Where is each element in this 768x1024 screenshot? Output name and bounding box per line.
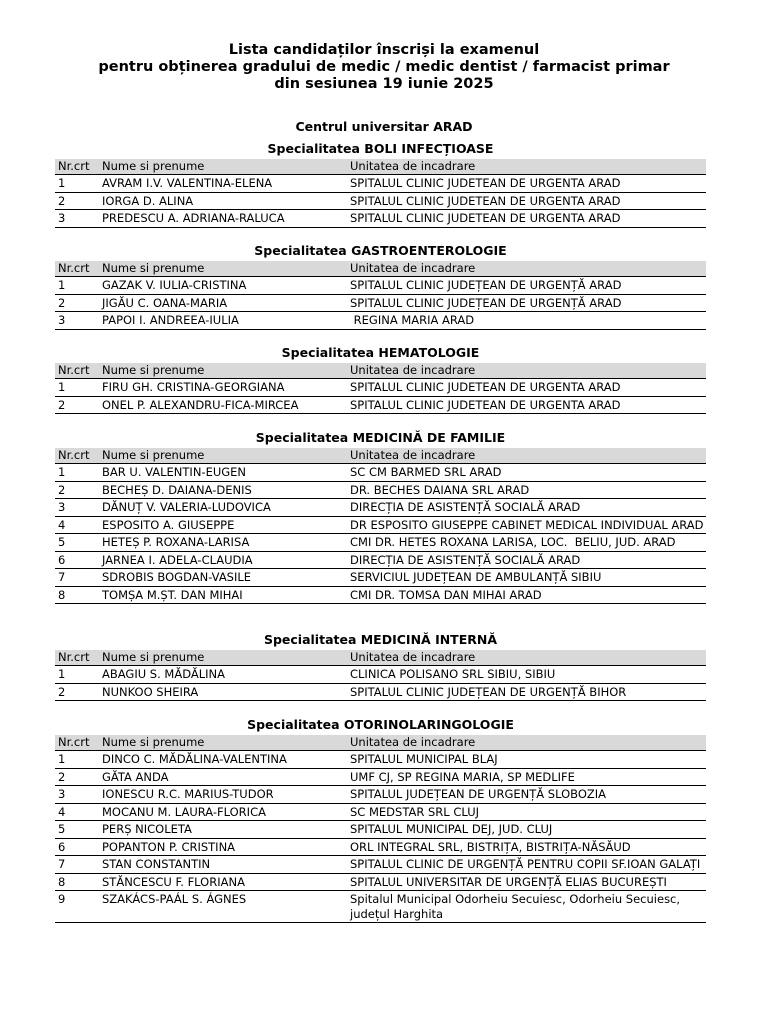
cell-nr: 7 bbox=[55, 569, 99, 587]
cell-unit: DIRECȚIA DE ASISTENȚĂ SOCIALĂ ARAD bbox=[347, 551, 706, 569]
candidates-table bbox=[55, 650, 706, 701]
cell-nr: 2 bbox=[55, 768, 99, 786]
column-header-name: Nume si prenume bbox=[99, 159, 347, 175]
column-header-name: Nume si prenume bbox=[99, 650, 347, 666]
table-row bbox=[55, 464, 706, 482]
cell-unit: SPITALUL CLINIC JUDETEAN DE URGENTA ARAD bbox=[347, 396, 706, 414]
table-row bbox=[55, 873, 706, 891]
specialty-heading: Specialitatea GASTROENTEROLOGIE bbox=[254, 243, 507, 258]
table-header-row bbox=[55, 261, 706, 277]
cell-nr: 1 bbox=[55, 277, 99, 295]
cell-nr: 8 bbox=[55, 873, 99, 891]
specialty-section bbox=[55, 344, 706, 414]
candidates-table bbox=[55, 261, 706, 330]
specialty-section bbox=[55, 242, 706, 330]
cell-name: DĂNUȚ V. VALERIA-LUDOVICA bbox=[99, 499, 347, 517]
table-row bbox=[55, 192, 706, 210]
cell-unit: SPITALUL CLINIC JUDETEAN DE URGENTA ARAD bbox=[347, 175, 706, 193]
column-header-unit: Unitatea de incadrare bbox=[347, 650, 706, 666]
cell-unit: SPITALUL MUNICIPAL DEJ, JUD. CLUJ bbox=[347, 821, 706, 839]
cell-unit: DR. BECHES DAIANA SRL ARAD bbox=[347, 481, 706, 499]
table-header-row bbox=[55, 448, 706, 464]
cell-nr: 4 bbox=[55, 803, 99, 821]
table-row bbox=[55, 569, 706, 587]
cell-nr: 2 bbox=[55, 192, 99, 210]
cell-name: MOCANU M. LAURA-FLORICA bbox=[99, 803, 347, 821]
cell-unit: SC CM BARMED SRL ARAD bbox=[347, 464, 706, 482]
cell-nr: 1 bbox=[55, 379, 99, 397]
cell-nr: 3 bbox=[55, 786, 99, 804]
cell-name: GAZAK V. IULIA-CRISTINA bbox=[99, 277, 347, 295]
table-row bbox=[55, 666, 706, 684]
column-header-nr: Nr.crt bbox=[55, 735, 99, 751]
cell-name: PREDESCU A. ADRIANA-RALUCA bbox=[99, 210, 347, 228]
table-row bbox=[55, 803, 706, 821]
cell-name: HETEȘ P. ROXANA-LARISA bbox=[99, 534, 347, 552]
table-row bbox=[55, 856, 706, 874]
cell-unit: UMF CJ, SP REGINA MARIA, SP MEDLIFE bbox=[347, 768, 706, 786]
table-row bbox=[55, 175, 706, 193]
cell-nr: 3 bbox=[55, 499, 99, 517]
cell-name: SZAKÁCS-PAÁL S. ÁGNES bbox=[99, 891, 347, 923]
cell-nr: 3 bbox=[55, 312, 99, 330]
table-row bbox=[55, 534, 706, 552]
cell-nr: 2 bbox=[55, 396, 99, 414]
table-row bbox=[55, 277, 706, 295]
column-header-unit: Unitatea de incadrare bbox=[347, 261, 706, 277]
cell-nr: 8 bbox=[55, 586, 99, 604]
specialty-heading: Specialitatea BOLI INFECȚIOASE bbox=[267, 141, 494, 156]
cell-name: JIGĂU C. OANA-MARIA bbox=[99, 294, 347, 312]
table-row bbox=[55, 294, 706, 312]
table-row bbox=[55, 683, 706, 701]
cell-name: IONESCU R.C. MARIUS-TUDOR bbox=[99, 786, 347, 804]
title-line-2: pentru obținerea gradului de medic / medic dentist / farmacist primar bbox=[98, 59, 670, 75]
table-row bbox=[55, 821, 706, 839]
table-row bbox=[55, 768, 706, 786]
cell-nr: 2 bbox=[55, 294, 99, 312]
specialty-heading: Specialitatea OTORINOLARINGOLOGIE bbox=[247, 717, 514, 732]
specialty-section bbox=[55, 716, 706, 923]
cell-unit: SPITALUL MUNICIPAL BLAJ bbox=[347, 751, 706, 769]
column-header-name: Nume si prenume bbox=[99, 735, 347, 751]
candidates-table bbox=[55, 448, 706, 604]
cell-name: DINCO C. MĂDĂLINA-VALENTINA bbox=[99, 751, 347, 769]
cell-unit: SPITALUL CLINIC DE URGENȚĂ PENTRU COPII SF.IOAN GALAȚI bbox=[347, 856, 706, 874]
table-row bbox=[55, 551, 706, 569]
table-row bbox=[55, 786, 706, 804]
column-header-name: Nume si prenume bbox=[99, 261, 347, 277]
cell-name: FIRU GH. CRISTINA-GEORGIANA bbox=[99, 379, 347, 397]
table-row bbox=[55, 499, 706, 517]
table-row bbox=[55, 481, 706, 499]
cell-unit: REGINA MARIA ARAD bbox=[347, 312, 706, 330]
specialty-heading: Specialitatea MEDICINĂ DE FAMILIE bbox=[255, 430, 506, 445]
column-header-unit: Unitatea de incadrare bbox=[347, 448, 706, 464]
cell-nr: 2 bbox=[55, 683, 99, 701]
table-row bbox=[55, 586, 706, 604]
cell-name: AVRAM I.V. VALENTINA-ELENA bbox=[99, 175, 347, 193]
candidates-table bbox=[55, 735, 706, 923]
cell-nr: 4 bbox=[55, 516, 99, 534]
column-header-unit: Unitatea de incadrare bbox=[347, 363, 706, 379]
column-header-name: Nume si prenume bbox=[99, 448, 347, 464]
cell-name: STĂNCESCU F. FLORIANA bbox=[99, 873, 347, 891]
cell-name: IORGA D. ALINA bbox=[99, 192, 347, 210]
cell-unit: SPITALUL CLINIC JUDETEAN DE URGENTA ARAD bbox=[347, 192, 706, 210]
column-header-unit: Unitatea de incadrare bbox=[347, 735, 706, 751]
cell-unit: SPITALUL JUDEȚEAN DE URGENȚĂ SLOBOZIA bbox=[347, 786, 706, 804]
cell-nr: 6 bbox=[55, 838, 99, 856]
document-title bbox=[0, 42, 768, 93]
cell-name: STAN CONSTANTIN bbox=[99, 856, 347, 874]
university-center: Centrul universitar ARAD bbox=[295, 119, 473, 134]
cell-unit: SPITALUL CLINIC JUDEȚEAN DE URGENȚĂ ARAD bbox=[347, 277, 706, 295]
column-header-nr: Nr.crt bbox=[55, 159, 99, 175]
cell-unit: Spitalul Municipal Odorheiu Secuiesc, Odorheiu Secuiesc, județul Harghita bbox=[347, 891, 706, 923]
table-row bbox=[55, 312, 706, 330]
cell-nr: 3 bbox=[55, 210, 99, 228]
table-row bbox=[55, 751, 706, 769]
cell-nr: 1 bbox=[55, 464, 99, 482]
cell-name: NUNKOO SHEIRA bbox=[99, 683, 347, 701]
table-header-row bbox=[55, 650, 706, 666]
cell-name: ONEL P. ALEXANDRU-FICA-MIRCEA bbox=[99, 396, 347, 414]
specialty-section bbox=[55, 140, 706, 228]
cell-unit: SPITALUL UNIVERSITAR DE URGENȚĂ ELIAS BUCUREȘTI bbox=[347, 873, 706, 891]
specialty-section bbox=[55, 429, 706, 604]
cell-name: JARNEA I. ADELA-CLAUDIA bbox=[99, 551, 347, 569]
cell-name: ABAGIU S. MĂDĂLINA bbox=[99, 666, 347, 684]
cell-name: GĂTA ANDA bbox=[99, 768, 347, 786]
table-row bbox=[55, 210, 706, 228]
cell-name: POPANTON P. CRISTINA bbox=[99, 838, 347, 856]
title-line-3: din sesiunea 19 iunie 2025 bbox=[274, 76, 494, 92]
cell-nr: 5 bbox=[55, 534, 99, 552]
table-row bbox=[55, 838, 706, 856]
cell-nr: 5 bbox=[55, 821, 99, 839]
cell-nr: 9 bbox=[55, 891, 99, 923]
table-row bbox=[55, 516, 706, 534]
cell-unit: CMI DR. TOMSA DAN MIHAI ARAD bbox=[347, 586, 706, 604]
cell-name: PAPOI I. ANDREEA-IULIA bbox=[99, 312, 347, 330]
cell-unit: CMI DR. HETES ROXANA LARISA, LOC. BELIU, JUD. ARAD bbox=[347, 534, 706, 552]
cell-nr: 6 bbox=[55, 551, 99, 569]
cell-name: BECHEȘ D. DAIANA-DENIS bbox=[99, 481, 347, 499]
title-line-1: Lista candidaților înscriși la examenul bbox=[228, 42, 540, 58]
table-header-row bbox=[55, 159, 706, 175]
specialty-heading: Specialitatea HEMATOLOGIE bbox=[281, 345, 480, 360]
cell-name: BAR U. VALENTIN-EUGEN bbox=[99, 464, 347, 482]
cell-unit: CLINICA POLISANO SRL SIBIU, SIBIU bbox=[347, 666, 706, 684]
table-row bbox=[55, 396, 706, 414]
candidates-table bbox=[55, 159, 706, 228]
table-row bbox=[55, 379, 706, 397]
cell-name: TOMȘA M.ȘT. DAN MIHAI bbox=[99, 586, 347, 604]
cell-unit: ORL INTEGRAL SRL, BISTRIȚA, BISTRIȚA-NĂSĂUD bbox=[347, 838, 706, 856]
specialty-heading: Specialitatea MEDICINĂ INTERNĂ bbox=[263, 632, 498, 647]
cell-unit: SPITALUL CLINIC JUDEȚEAN DE URGENȚĂ BIHOR bbox=[347, 683, 706, 701]
candidates-table bbox=[55, 363, 706, 414]
cell-unit: SC MEDSTAR SRL CLUJ bbox=[347, 803, 706, 821]
cell-nr: 1 bbox=[55, 175, 99, 193]
cell-unit: SPITALUL CLINIC JUDEȚEAN DE URGENȚĂ ARAD bbox=[347, 294, 706, 312]
table-row bbox=[55, 891, 706, 923]
column-header-unit: Unitatea de incadrare bbox=[347, 159, 706, 175]
cell-unit: DR ESPOSITO GIUSEPPE CABINET MEDICAL INDIVIDUAL ARAD bbox=[347, 516, 706, 534]
specialty-section bbox=[55, 631, 706, 701]
cell-unit: DIRECȚIA DE ASISTENȚĂ SOCIALĂ ARAD bbox=[347, 499, 706, 517]
cell-nr: 2 bbox=[55, 481, 99, 499]
cell-name: PERȘ NICOLETA bbox=[99, 821, 347, 839]
table-header-row bbox=[55, 363, 706, 379]
column-header-nr: Nr.crt bbox=[55, 261, 99, 277]
table-header-row bbox=[55, 735, 706, 751]
cell-unit: SPITALUL CLINIC JUDETEAN DE URGENTA ARAD bbox=[347, 210, 706, 228]
column-header-nr: Nr.crt bbox=[55, 363, 99, 379]
cell-nr: 1 bbox=[55, 666, 99, 684]
column-header-name: Nume si prenume bbox=[99, 363, 347, 379]
column-header-nr: Nr.crt bbox=[55, 448, 99, 464]
cell-unit: SERVICIUL JUDEȚEAN DE AMBULANȚĂ SIBIU bbox=[347, 569, 706, 587]
cell-unit: SPITALUL CLINIC JUDETEAN DE URGENTA ARAD bbox=[347, 379, 706, 397]
cell-name: ESPOSITO A. GIUSEPPE bbox=[99, 516, 347, 534]
cell-nr: 7 bbox=[55, 856, 99, 874]
column-header-nr: Nr.crt bbox=[55, 650, 99, 666]
cell-name: SDROBIS BOGDAN-VASILE bbox=[99, 569, 347, 587]
cell-nr: 1 bbox=[55, 751, 99, 769]
